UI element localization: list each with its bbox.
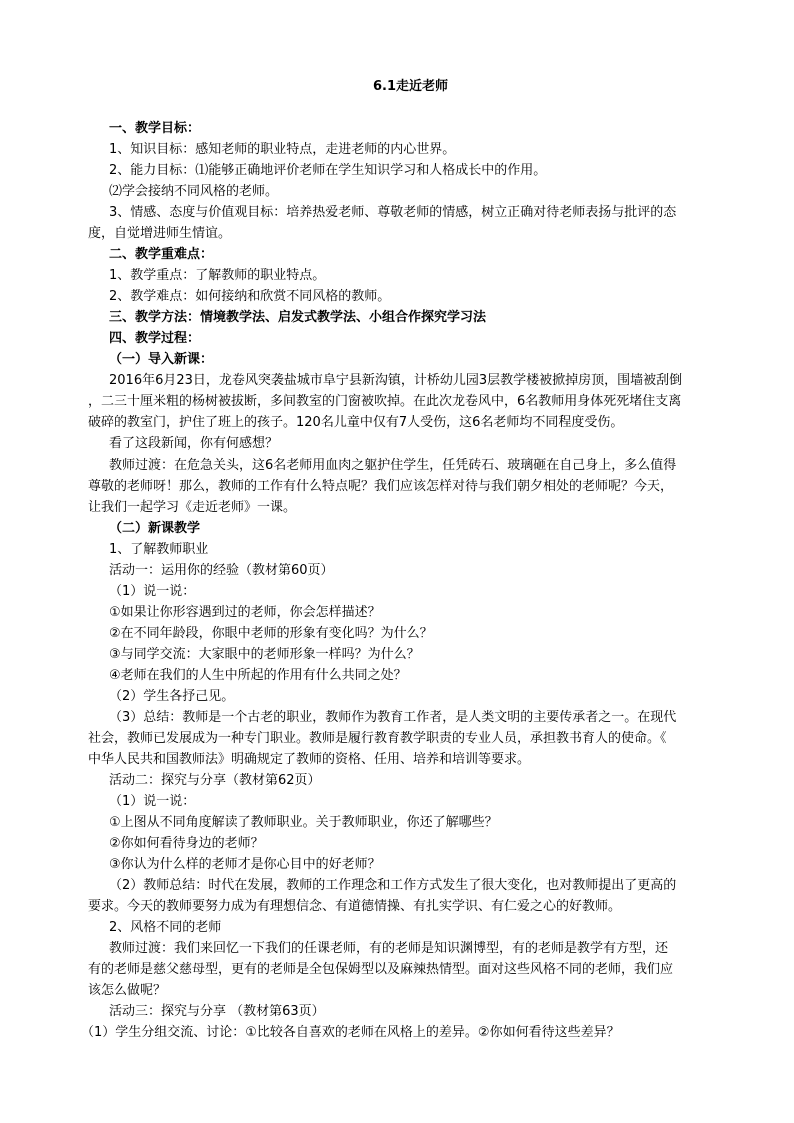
- text-line: 1、教学重点：了解教师的职业特点。: [109, 268, 326, 283]
- text-line: 活动三：探究与分享 （教材第63页）: [109, 1004, 325, 1019]
- text-line: 2016年6月23日，龙卷风突袭盐城市阜宁县新沟镇，计桥幼儿园3层教学楼被掀掉房顶，围墙被刮倒: [109, 373, 683, 388]
- text-line: 社会，教师已发展成为一种专门职业。教师是履行教育教学职责的专业人员，承担教书育人的使命。《: [88, 731, 667, 746]
- section-heading: 一、教学目标：: [109, 121, 201, 136]
- text-line: 活动一：运用你的经验（教材第60页）: [109, 563, 334, 578]
- text-line: 2、风格不同的老师: [109, 920, 222, 935]
- text-line: （1）说一说：: [109, 584, 196, 599]
- text-line: （3）总结：教师是一个古老的职业，教师作为教育工作者，是人类文明的主要传承者之一。在现代: [109, 710, 677, 725]
- text-line: ②在不同年龄段，你眼中老师的形象有变化吗？为什么？: [109, 626, 433, 641]
- text-line: 活动二：探究与分享（教材第62页）: [109, 773, 321, 788]
- text-line: ④老师在我们的人生中所起的作用有什么共同之处？: [109, 668, 407, 683]
- section-heading: 三、教学方法：情境教学法、启发式教学法、小组合作探究学习法: [109, 310, 487, 325]
- section-heading: （一）导入新课：: [109, 352, 214, 367]
- text-line: （1）学生分组交流、讨论：①比较各自喜欢的老师在风格上的差异。②你如何看待这些差异？: [81, 1025, 620, 1040]
- text-line: 该怎么做呢？: [88, 983, 167, 998]
- text-line: 1、知识目标：感知老师的职业特点，走进老师的内心世界。: [109, 142, 456, 157]
- text-line: ①如果让你形容遇到过的老师，你会怎样描述？: [109, 605, 381, 620]
- text-line: 度，自觉增进师生情谊。: [88, 226, 232, 241]
- text-line: 教师过渡：在危急关头，这6名老师用血肉之躯护住学生，任凭砖石、玻璃砸在自己身上，多么值得: [109, 458, 677, 473]
- text-line: ③你认为什么样的老师才是你心目中的好老师？: [109, 857, 381, 872]
- text-line: ①上图从不同角度解读了教师职业。关于教师职业，你还了解哪些？: [109, 815, 498, 830]
- text-line: （1）说一说：: [109, 794, 196, 809]
- text-line: 教师过渡：我们来回忆一下我们的任课老师，有的老师是知识渊博型，有的老师是教学有方型，还: [109, 941, 669, 956]
- text-line: 1、了解教师职业: [109, 542, 209, 557]
- section-heading: 二、教学重难点：: [109, 247, 214, 262]
- text-line: ③与同学交流：大家眼中的老师形象一样吗？为什么？: [109, 647, 420, 662]
- text-line: 2、能力目标：⑴能够正确地评价老师在学生知识学习和人格成长中的作用。: [109, 163, 547, 178]
- section-heading: （二）新课教学: [109, 521, 201, 536]
- text-line: 看了这段新闻，你有何感想？: [109, 436, 279, 451]
- text-line: 要求。今天的教师要努力成为有理想信念、有道德情操、有扎实学识、有仁爱之心的好教师。: [88, 899, 622, 914]
- text-line: 2、教学难点：如何接纳和欣赏不同风格的教师。: [109, 289, 391, 304]
- text-line: 让我们一起学习《走近老师》一课。: [88, 500, 297, 515]
- text-line: 3、情感、态度与价值观目标：培养热爱老师、尊敬老师的情感，树立正确对待老师表扬与批评的态: [109, 205, 677, 220]
- text-line: （2）教师总结：时代在发展，教师的工作理念和工作方式发生了很大变化，也对教师提出了更高的: [109, 878, 677, 893]
- text-line: ⑵学会接纳不同风格的老师。: [109, 184, 279, 199]
- section-heading: 四、教学过程：: [109, 331, 201, 346]
- text-line: ，二三十厘米粗的杨树被拔断，多间教室的门窗被吹掉。在此次龙卷风中，6名教师用身体死死堵住支离: [88, 394, 682, 409]
- text-line: 中华人民共和国教师法》明确规定了教师的资格、任用、培养和培训等要求。: [88, 752, 531, 767]
- text-line: （2）学生各抒己见。: [109, 689, 235, 704]
- text-line: ②你如何看待身边的老师？: [109, 836, 264, 851]
- text-line: 尊敬的老师呀！那么，教师的工作有什么特点呢？我们应该怎样对待与我们朝夕相处的老师呢？今天，: [88, 479, 674, 494]
- page-title: 6.1走近老师: [373, 79, 449, 94]
- text-line: 有的老师是慈父慈母型，更有的老师是全包保姆型以及麻辣热情型。面对这些风格不同的老师，我们应: [88, 962, 674, 977]
- text-line: 破碎的教室门，护住了班上的孩子。120名儿童中仅有7人受伤，这6名老师均不同程度受伤。: [88, 415, 624, 430]
